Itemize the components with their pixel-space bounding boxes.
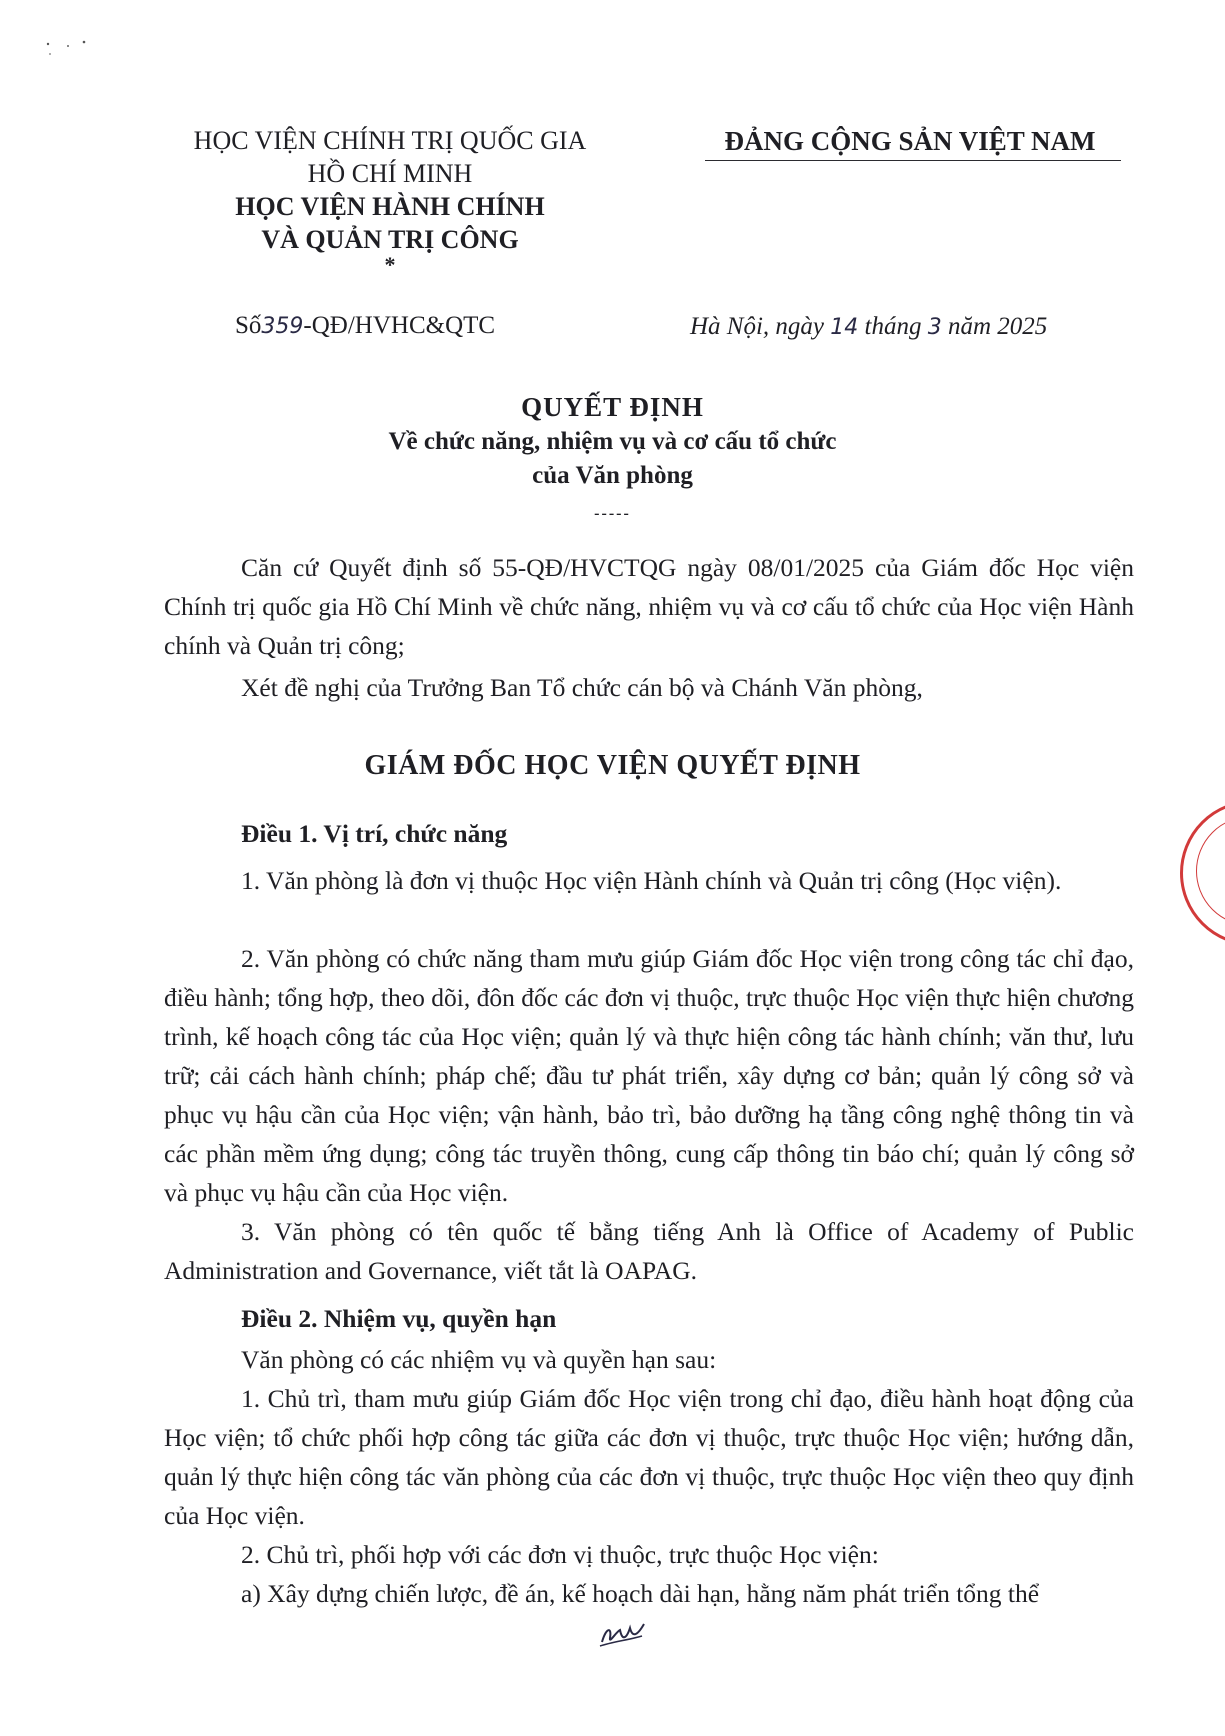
date-place: Hà Nội, ngày (690, 313, 825, 340)
date-year: năm 2025 (947, 313, 1048, 340)
document-subtitle-2: của Văn phòng (532, 462, 693, 489)
article-1-para-1: 1. Văn phòng là đơn vị thuộc Học viện Hành chính và Quản trị công (Học viện). (241, 866, 1062, 895)
date-month: 3 (927, 315, 942, 340)
doc-number-handwritten: 359 (261, 314, 304, 339)
decision-heading: GIÁM ĐỐC HỌC VIỆN QUYẾT ĐỊNH (364, 750, 861, 781)
document-subtitle-1: Về chức năng, nhiệm vụ và cơ cấu tổ chức (388, 428, 837, 455)
date-day: 14 (830, 315, 859, 340)
article-2-para-2a: a) Xây dựng chiến lược, đề án, kế hoạch dài hạn, hằng năm phát triển tổng thể (241, 1579, 1040, 1608)
preamble-basis: Căn cứ Quyết định số 55-QĐ/HVCTQG ngày 08/01/2025 của Giám đốc Học viện Chính trị quốc gia Hồ Chí Minh về chức năng, nhiệm vụ và cơ cấu tổ chức của Học viện Hành chính và Quản trị công; (164, 553, 1134, 660)
org-star: * (384, 252, 396, 277)
handwritten-initials-icon (598, 1618, 648, 1650)
document-title: QUYẾT ĐỊNH (521, 392, 704, 422)
scan-specks-icon (40, 36, 120, 66)
issue-date (690, 313, 1047, 341)
article-2-para-2: 2. Chủ trì, phối hợp với các đơn vị thuộc, trực thuộc Học viện: (241, 1540, 879, 1569)
party-name: ĐẢNG CỘNG SẢN VIỆT NAM (724, 126, 1096, 156)
date-month-label: tháng (864, 313, 922, 340)
org-line-2: HỒ CHÍ MINH (307, 159, 473, 188)
org-line-3: HỌC VIỆN HÀNH CHÍNH (235, 192, 545, 221)
org-line-1: HỌC VIỆN CHÍNH TRỊ QUỐC GIA (193, 126, 587, 155)
article-1-para-2: 2. Văn phòng có chức năng tham mưu giúp Giám đốc Học viện trong công tác chỉ đạo, điều hành; tổng hợp, theo dõi, đôn đốc các đơn vị thuộc, trực thuộc Học viện thực hiện chương trình, kế hoạch công tác của Học viện; quản lý và thực hiện công tác hành chính; văn thư, lưu trữ; cải cách hành chính; pháp chế; đầu tư phát triển, xây dựng cơ bản; quản lý công sở và phục vụ hậu cần của Học viện; vận hành, bảo trì, bảo dưỡng hạ tầng công nghệ thông tin và các phần mềm ứng dụng; công tác truyền thông, cung cấp thông tin báo chí; quản lý công sở và phục vụ hậu cần của Học viện. (164, 944, 1134, 1207)
preamble-proposal: Xét đề nghị của Trưởng Ban Tổ chức cán bộ và Chánh Văn phòng, (241, 673, 923, 702)
party-underline (705, 160, 1121, 161)
article-2-heading: Điều 2. Nhiệm vụ, quyền hạn (241, 1304, 557, 1333)
doc-number-suffix: -QĐ/HVHC&QTC (303, 312, 496, 339)
doc-number-prefix: Số (235, 312, 262, 339)
article-1-heading: Điều 1. Vị trí, chức năng (241, 819, 508, 848)
article-1-para-3: 3. Văn phòng có tên quốc tế bằng tiếng Anh là Office of Academy of Public Administration and Governance, viết tắt là OAPAG. (164, 1217, 1134, 1285)
title-divider: ----- (594, 505, 631, 522)
issuing-organization (150, 124, 630, 277)
document-number (235, 312, 495, 340)
article-2-intro: Văn phòng có các nhiệm vụ và quyền hạn sau: (241, 1345, 717, 1374)
article-2-para-1: 1. Chủ trì, tham mưu giúp Giám đốc Học viện trong chỉ đạo, điều hành hoạt động của Học viện; tổ chức phối hợp công tác giữa các đơn vị thuộc, trực thuộc Học viện; hướng dẫn, quản lý thực hiện công tác văn phòng của các đơn vị thuộc, trực thuộc Học viện theo quy định của Học viện. (164, 1384, 1134, 1530)
org-line-4: VÀ QUẢN TRỊ CÔNG (261, 225, 519, 254)
